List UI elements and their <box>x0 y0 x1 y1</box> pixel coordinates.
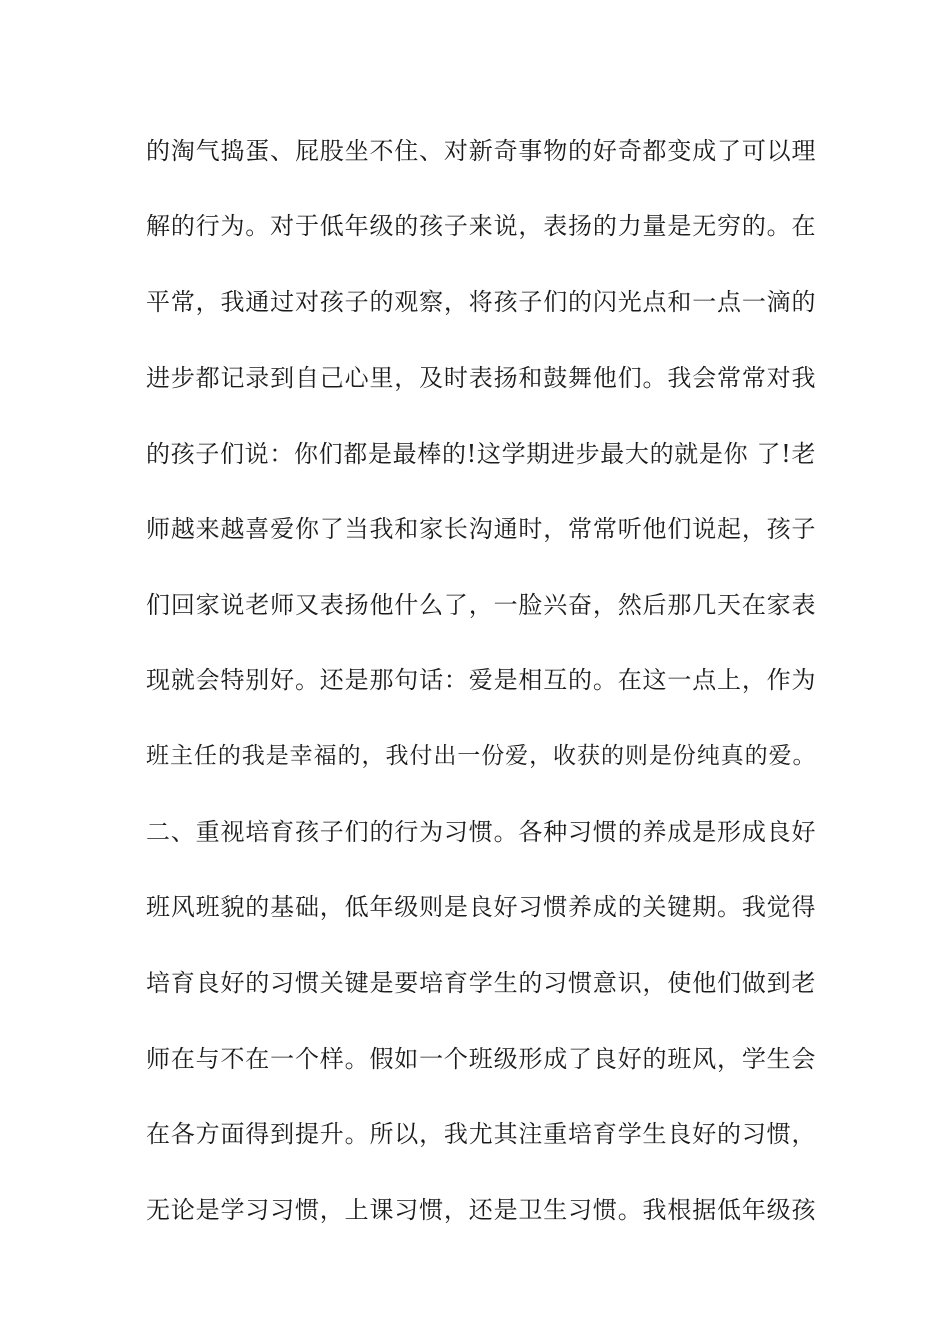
body-line: 班主任的我是幸福的，我付出一份爱，收获的则是份纯真的爱。 <box>146 743 816 769</box>
body-line: 师在与不在一个样。假如一个班级形成了良好的班风，学生会 <box>146 1045 816 1073</box>
body-line: 进步都记录到自己心里，及时表扬和鼓舞他们。我会常常对我 <box>146 364 816 392</box>
body-line: 师越来越喜爱你了当我和家长沟通时，常常听他们说起，孩子 <box>146 515 816 543</box>
body-line: 二、重视培育孩子们的行为习惯。各种习惯的养成是形成良好 <box>146 818 816 846</box>
body-line: 现就会特别好。还是那句话：爱是相互的。在这一点上，作为 <box>146 666 816 694</box>
body-line: 们回家说老师又表扬他什么了，一脸兴奋，然后那几天在家表 <box>146 591 816 619</box>
body-line: 的孩子们说：你们都是最棒的!这学期进步最大的就是你 了!老 <box>146 440 816 468</box>
body-line: 的淘气捣蛋、屁股坐不住、对新奇事物的好奇都变成了可以理 <box>146 137 816 165</box>
body-line: 平常，我通过对孩子的观察，将孩子们的闪光点和一点一滴的 <box>146 288 816 316</box>
body-line: 班风班貌的基础，低年级则是良好习惯养成的关键期。我觉得 <box>146 893 816 921</box>
body-line: 解的行为。对于低年级的孩子来说，表扬的力量是无穷的。在 <box>146 212 816 240</box>
body-line: 在各方面得到提升。所以，我尤其注重培育学生良好的习惯， <box>146 1120 816 1148</box>
body-line: 无论是学习习惯，上课习惯，还是卫生习惯。我根据低年级孩 <box>146 1196 816 1224</box>
body-line: 培育良好的习惯关键是要培育学生的习惯意识，使他们做到老 <box>146 969 816 997</box>
